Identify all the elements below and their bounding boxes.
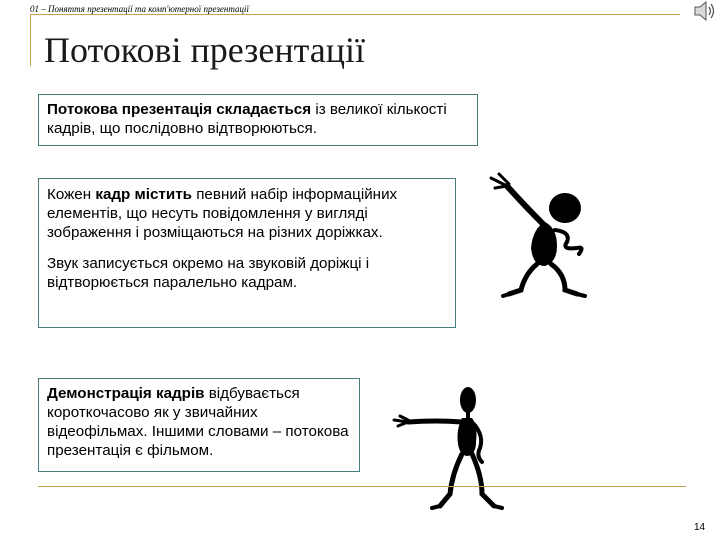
sound-paragraph: Звук записується окремо на звуковій доріжці і відтворюється паралельно кадрам.: [47, 255, 370, 291]
footer-divider: [38, 486, 686, 487]
pointing-figure-icon: [485, 170, 600, 300]
text-box-demonstration: [38, 378, 360, 472]
page-number: 14: [694, 522, 706, 533]
demonstration-paragraph: Демонстрація кадрів відбувається короткочасово як у звичайних відеофільмах. Іншими словами – потокова презентація є фільмом.: [47, 385, 349, 459]
term-frame-demonstration: Демонстрація кадрів: [47, 385, 205, 402]
text-box-intro: [38, 94, 478, 146]
term-frame-contains: кадр містить: [95, 186, 192, 203]
pointing-figure-icon: [390, 382, 510, 517]
text-box-frames: [38, 178, 456, 328]
header-divider: [30, 14, 680, 15]
left-vertical-rule: [30, 14, 31, 66]
speaker-icon[interactable]: [692, 0, 716, 27]
frames-paragraph: Кожен кадр містить певний набір інформаційних елементів, що несуть повідомлення у вигляді зображення і розміщаються на різних доріжках.: [47, 186, 398, 241]
intro-paragraph: Потокова презентація складається із великої кількості кадрів, що послідовно відтворюються.: [47, 101, 447, 137]
term-consists: складається: [211, 101, 312, 118]
term-stream-presentation: Потокова презентація: [47, 101, 212, 118]
page-title: Потокові презентації: [44, 30, 366, 70]
slide-header: 01 – Поняття презентації та комп'ютерної презентації: [30, 4, 249, 14]
